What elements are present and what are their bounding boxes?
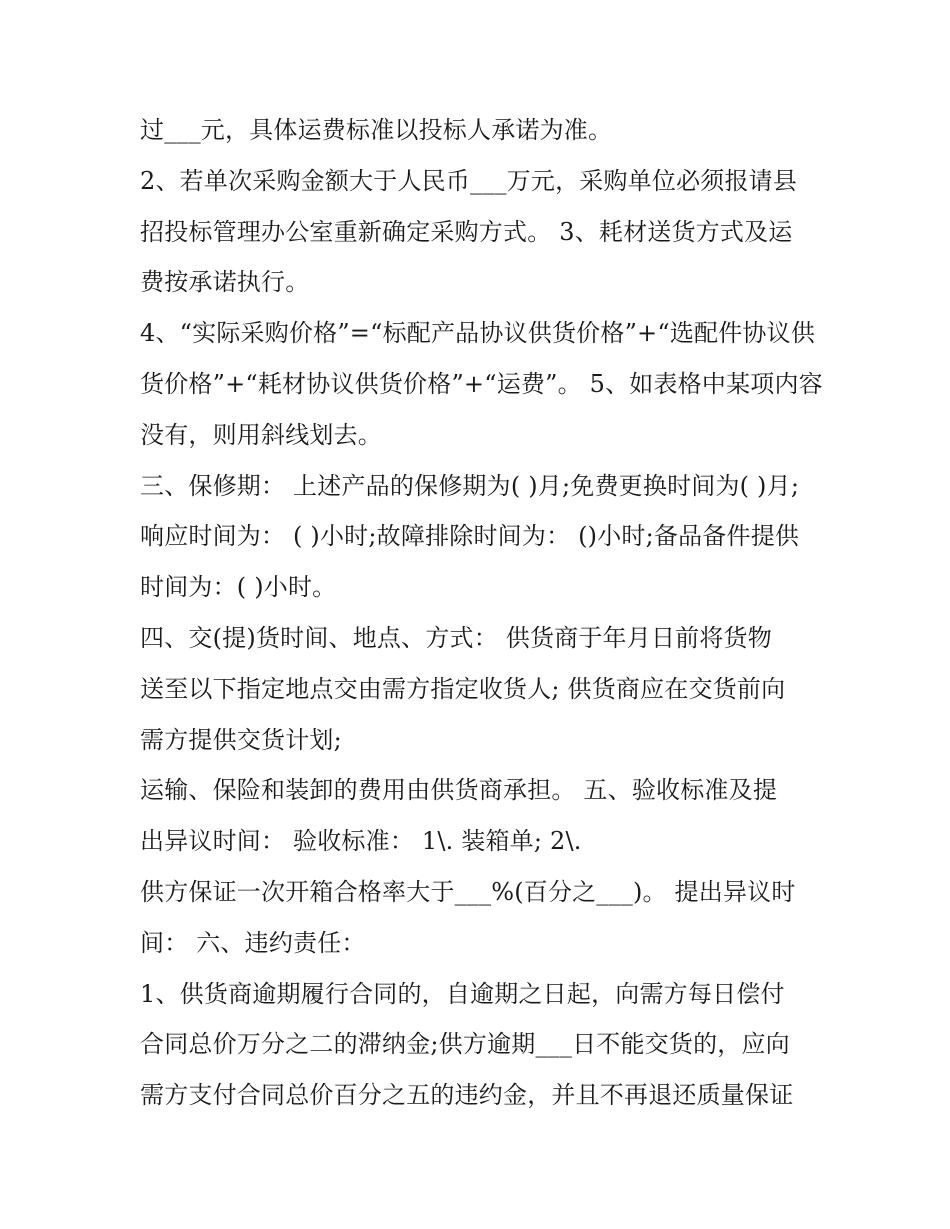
text-line: 4、“实际采购价格”=“标配产品协议供货价格”+“选配件协议供 <box>140 319 816 348</box>
text-line: 响应时间为： ( )小时;故障排除时间为： ()小时;备品备件提供 <box>140 522 800 551</box>
text-line: 过___元，具体运费标准以投标人承诺为准。 <box>140 116 613 144</box>
text-line: 运输、保险和装卸的费用由供货商承担。 五、验收标准及提 <box>140 776 778 805</box>
text-line: 四、交(提)货时间、地点、方式： 供货商于年月日前将货物 <box>140 623 772 652</box>
text-line: 1、供货商逾期履行合同的，自逾期之日起，向需方每日偿付 <box>140 979 785 1008</box>
text-line: 没有，则用斜线划去。 <box>140 420 382 449</box>
text-line: 货价格”+“耗材协议供货价格”+“运费”。 5、如表格中某项内容 <box>140 369 823 398</box>
text-line: 三、保修期： 上述产品的保修期为( )月;免费更换时间为( )月; <box>140 471 800 500</box>
text-line: 出异议时间： 验收标准： 1\. 装箱单; 2\. <box>140 827 582 856</box>
text-line: 需方支付合同总价百分之五的违约金，并且不再退还质量保证 <box>140 1081 794 1110</box>
text-line: 招投标管理办公室重新确定采购方式。 3、耗材送货方式及运 <box>140 217 793 246</box>
text-line: 费按承诺执行。 <box>140 268 310 297</box>
text-line: 2、若单次采购金额大于人民币___万元，采购单位必须报请县 <box>140 166 798 195</box>
document-body <box>140 105 840 1121</box>
text-line: 送至以下指定地点交由需方指定收货人; 供货商应在交货前向 <box>140 674 786 703</box>
text-line: 供方保证一次开箱合格率大于___%(百分之___)。 提出异议时 <box>140 877 796 906</box>
text-line: 需方提供交货计划; <box>140 725 342 754</box>
text-line: 合同总价万分之二的滞纳金;供方逾期___日不能交货的，应向 <box>140 1030 790 1059</box>
text-line: 间： 六、违约责任： <box>140 928 366 957</box>
text-line: 时间为：( )小时。 <box>140 573 337 602</box>
